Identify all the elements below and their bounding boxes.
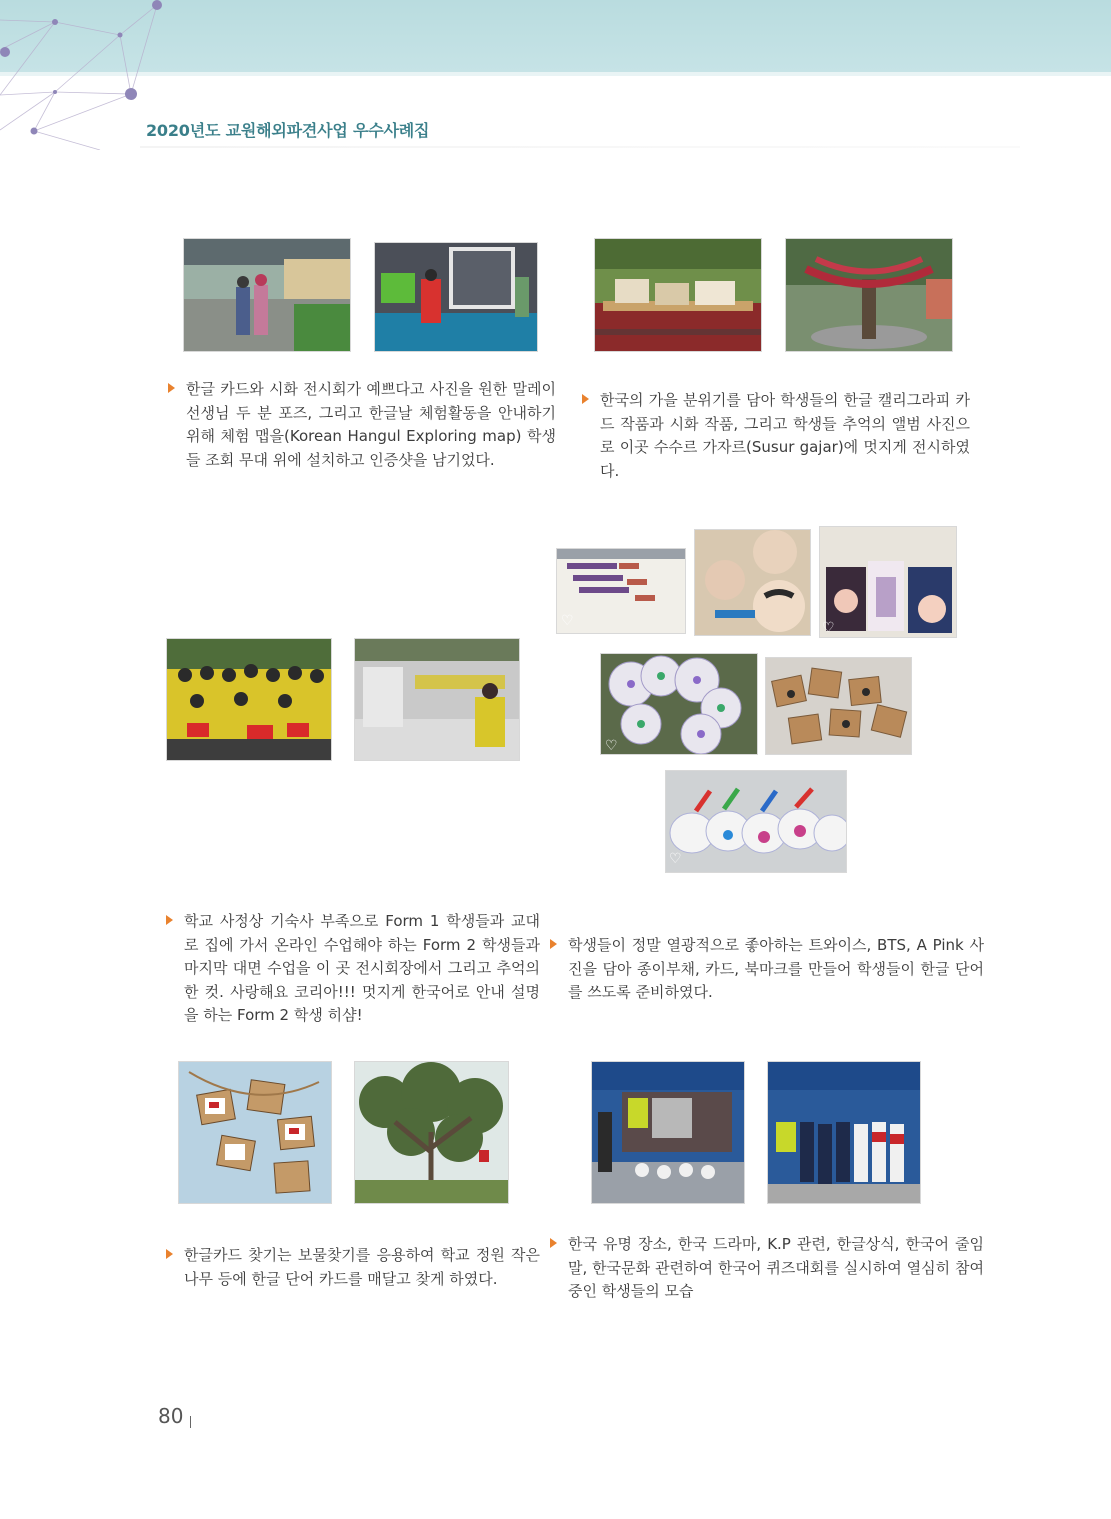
photo-idol-bookmarks xyxy=(819,526,957,638)
caption-3 xyxy=(166,910,540,1028)
heart-icon: ♡ xyxy=(822,620,835,636)
bullet-icon xyxy=(550,939,557,949)
bullet-icon xyxy=(168,383,175,393)
photo-quiz-presenter xyxy=(591,1061,745,1204)
caption-2-text: 한국의 가을 분위기를 담아 학생들의 한글 캘리그라피 카드 작품과 시화 작품, 그리고 학생들 추억의 앨범 사진으로 이곳 수수르 가자르(Susur gajar)에 멋지게 전시하였다. xyxy=(600,391,970,480)
bullet-icon xyxy=(166,1249,173,1259)
caption-4-text: 학생들이 정말 열광적으로 좋아하는 트와이스, BTS, A Pink 사진을 담아 종이부채, 카드, 북마크를 만들어 학생들이 한글 단어를 쓰도록 준비하였다. xyxy=(568,936,984,1001)
photo-hangul-card-tags xyxy=(178,1061,332,1204)
photo-susur-gajar-tree xyxy=(785,238,953,352)
caption-6 xyxy=(550,1233,984,1304)
caption-2 xyxy=(582,389,970,483)
heart-icon: ♡ xyxy=(669,851,682,867)
photo-teachers-corridor xyxy=(183,238,351,352)
header-rule xyxy=(140,146,1020,148)
page-number: 80 xyxy=(158,1404,184,1428)
photo-hand-fans-wreath xyxy=(600,653,758,755)
photo-paper-fans-faces xyxy=(694,529,811,636)
photo-fan-cards-row xyxy=(665,770,847,873)
caption-5-text: 한글카드 찾기는 보물찾기를 응용하여 학교 정원 작은 나무 등에 한글 단어 카드를 매달고 찾게 하였다. xyxy=(184,1246,540,1288)
caption-1 xyxy=(168,378,556,472)
photo-kraft-bookmarks xyxy=(765,657,912,755)
photo-garden-tree xyxy=(354,1061,509,1204)
bullet-icon xyxy=(166,915,173,925)
photo-calligraphy-table xyxy=(594,238,762,352)
header-title: 2020년도 교원해외파견사업 우수사례집 xyxy=(146,121,430,140)
caption-4 xyxy=(550,934,984,1005)
caption-1-text: 한글 카드와 시화 전시회가 예쁘다고 사진을 원한 말레이 선생님 두 분 포즈, 그리고 한글날 체험활동을 안내하기 위해 체험 맵을(Korean Hangul Exploring map) 학생들 조회 무대 위에 설치하고 인증샷을 남기었다. xyxy=(186,380,556,469)
bullet-icon xyxy=(550,1238,557,1248)
caption-5 xyxy=(166,1244,540,1291)
photo-form2-students xyxy=(166,638,332,761)
page-number-divider xyxy=(190,1416,191,1428)
heart-icon: ♡ xyxy=(605,738,618,754)
photo-exploring-map xyxy=(374,242,538,352)
caption-6-text: 한국 유명 장소, 한국 드라마, K.P 관련, 한글상식, 한국어 줄임말, 한국문화 관련하여 한국어 퀴즈대회를 실시하여 열심히 참여 중인 학생들의 모습 xyxy=(568,1235,984,1300)
photo-cards-fan-out xyxy=(556,548,686,634)
photo-quiz-participants xyxy=(767,1061,921,1204)
caption-3-text: 학교 사정상 기숙사 부족으로 Form 1 학생들과 교대로 집에 가서 온라인 수업해야 하는 Form 2 학생들과 마지막 대면 수업을 이 곳 전시회장에서 그리고 추억의 한 컷. 사랑해요 코리아!!! 멋지게 한국어로 안내 설명을 하는 Form 2 학생 히샴! xyxy=(184,912,540,1024)
heart-icon: ♡ xyxy=(561,613,574,629)
bullet-icon xyxy=(582,394,589,404)
photo-student-hisham xyxy=(354,638,520,761)
